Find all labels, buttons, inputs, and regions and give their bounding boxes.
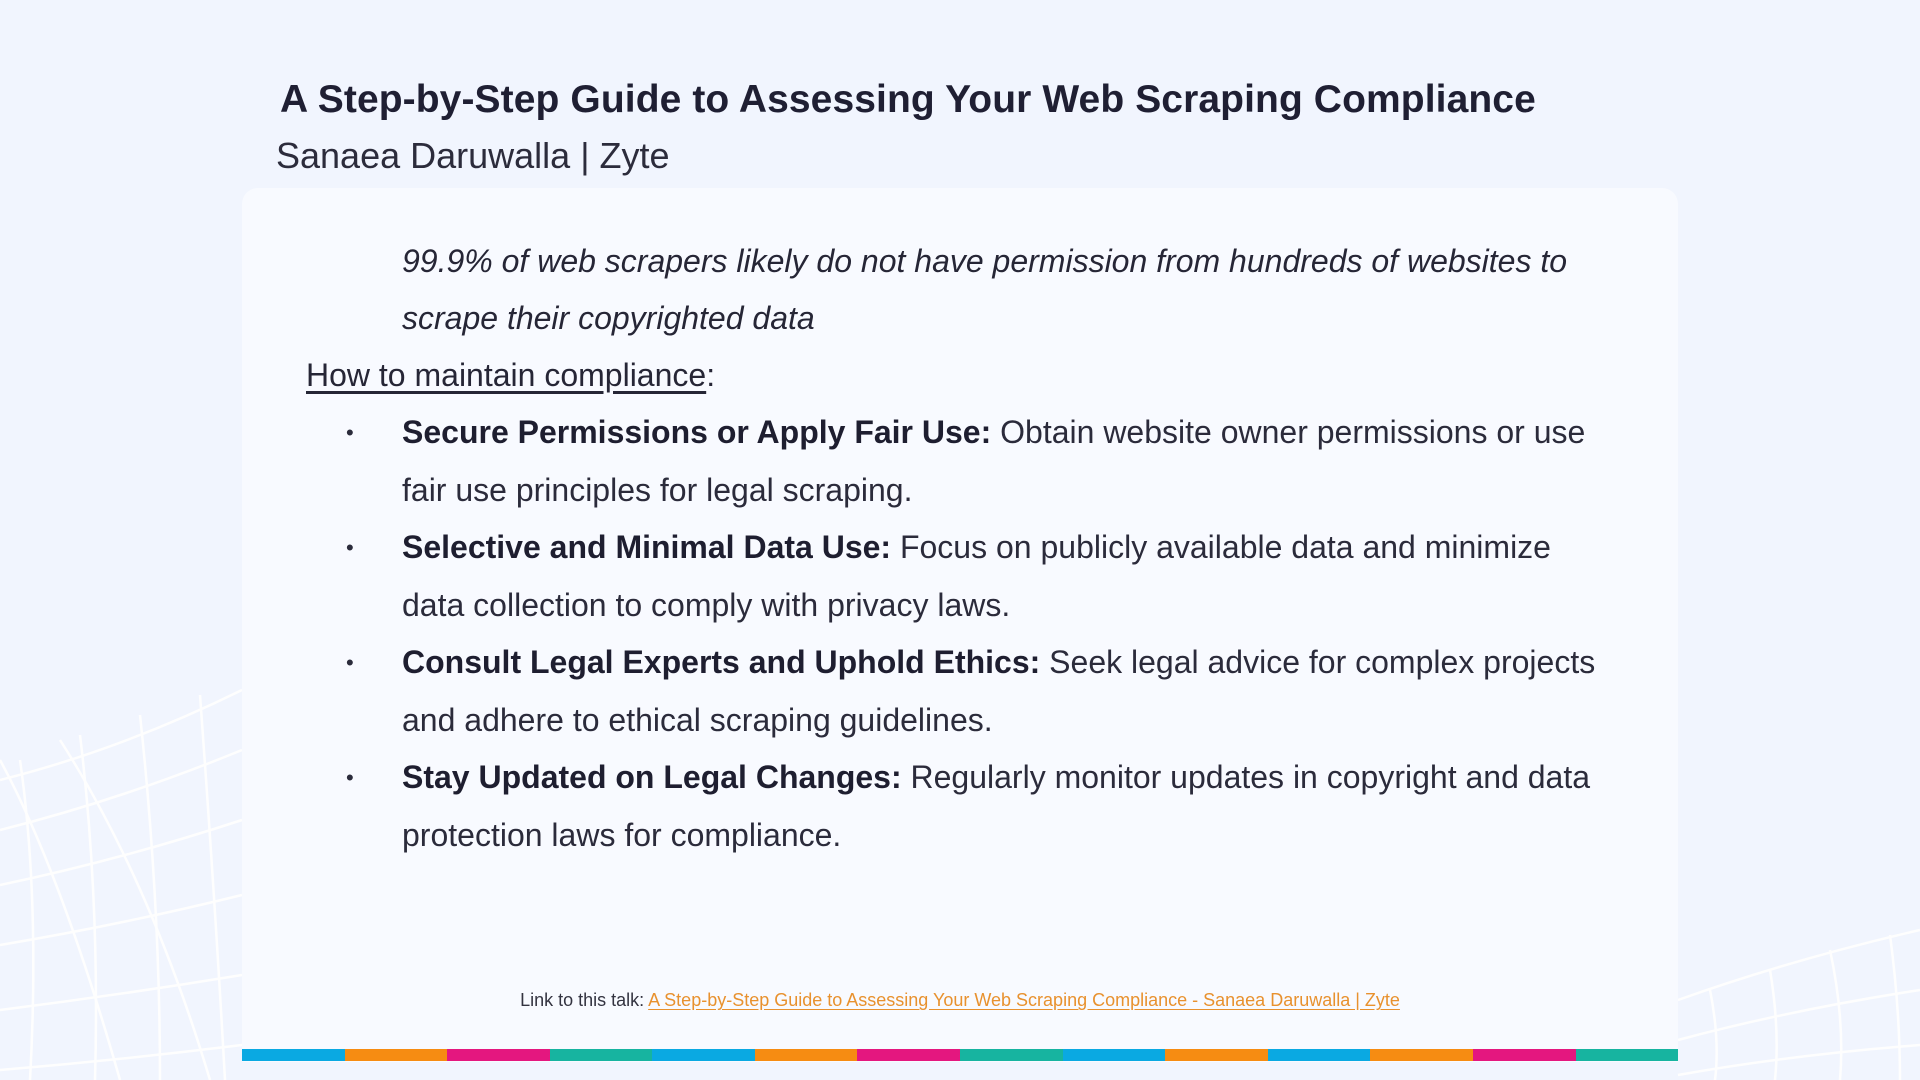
stripe-segment (1165, 1049, 1268, 1061)
list-item-text: Obtain website owner permissions or use fair use principles for legal scraping. (402, 414, 1586, 508)
quote-text: 99.9% of web scrapers likely do not have permission from hundreds of websites to scrape their copyrighted data (402, 243, 1568, 336)
stripe-segment (1268, 1049, 1371, 1061)
list-item-title: Stay Updated on Legal Changes: (402, 759, 902, 795)
list-item (242, 404, 1678, 519)
compliance-heading (306, 347, 715, 404)
stripe-segment (1576, 1049, 1679, 1061)
list-item (242, 749, 1678, 864)
stripe-segment (550, 1049, 653, 1061)
list-item (242, 519, 1678, 634)
slide-subtitle: Sanaea Daruwalla | Zyte (276, 135, 670, 176)
stripe-segment (857, 1049, 960, 1061)
talk-link-label: Link to this talk: (520, 990, 645, 1010)
bullet-icon: • (346, 765, 354, 790)
bullet-icon: • (346, 420, 354, 445)
list-item-text: Regularly monitor updates in copyright and data protection laws for compliance. (402, 759, 1591, 853)
bullet-icon: • (346, 535, 354, 560)
stripe-segment (755, 1049, 858, 1061)
stripe-segment (960, 1049, 1063, 1061)
slide-title: A Step-by-Step Guide to Assessing Your Web Scraping Compliance (280, 78, 1536, 121)
list-item-text: Seek legal advice for complex projects and adhere to ethical scraping guidelines. (402, 644, 1596, 738)
list-item-text: Focus on publicly available data and minimize data collection to comply with privacy laws. (402, 529, 1551, 623)
list-item-title: Secure Permissions or Apply Fair Use: (402, 414, 992, 450)
bullet-icon: • (346, 650, 354, 675)
compliance-heading-colon: : (706, 357, 716, 393)
stripe-segment (1063, 1049, 1166, 1061)
stripe-segment (345, 1049, 448, 1061)
stripe-segment (1473, 1049, 1576, 1061)
list-item (242, 634, 1678, 749)
list-item-title: Consult Legal Experts and Uphold Ethics: (402, 644, 1041, 680)
talk-link[interactable]: A Step-by-Step Guide to Assessing Your Web Scraping Compliance - Sanaea Daruwalla | Zyte (648, 990, 1400, 1010)
compliance-heading-label: How to maintain compliance (306, 357, 707, 393)
stripe-segment (652, 1049, 755, 1061)
color-stripe-bar (242, 1049, 1678, 1061)
list-item-title: Selective and Minimal Data Use: (402, 529, 892, 565)
compliance-list (242, 404, 1678, 864)
stripe-segment (447, 1049, 550, 1061)
stripe-segment (1370, 1049, 1473, 1061)
content-card (242, 188, 1678, 1062)
talk-link-footer (242, 990, 1678, 1011)
stripe-segment (242, 1049, 345, 1061)
